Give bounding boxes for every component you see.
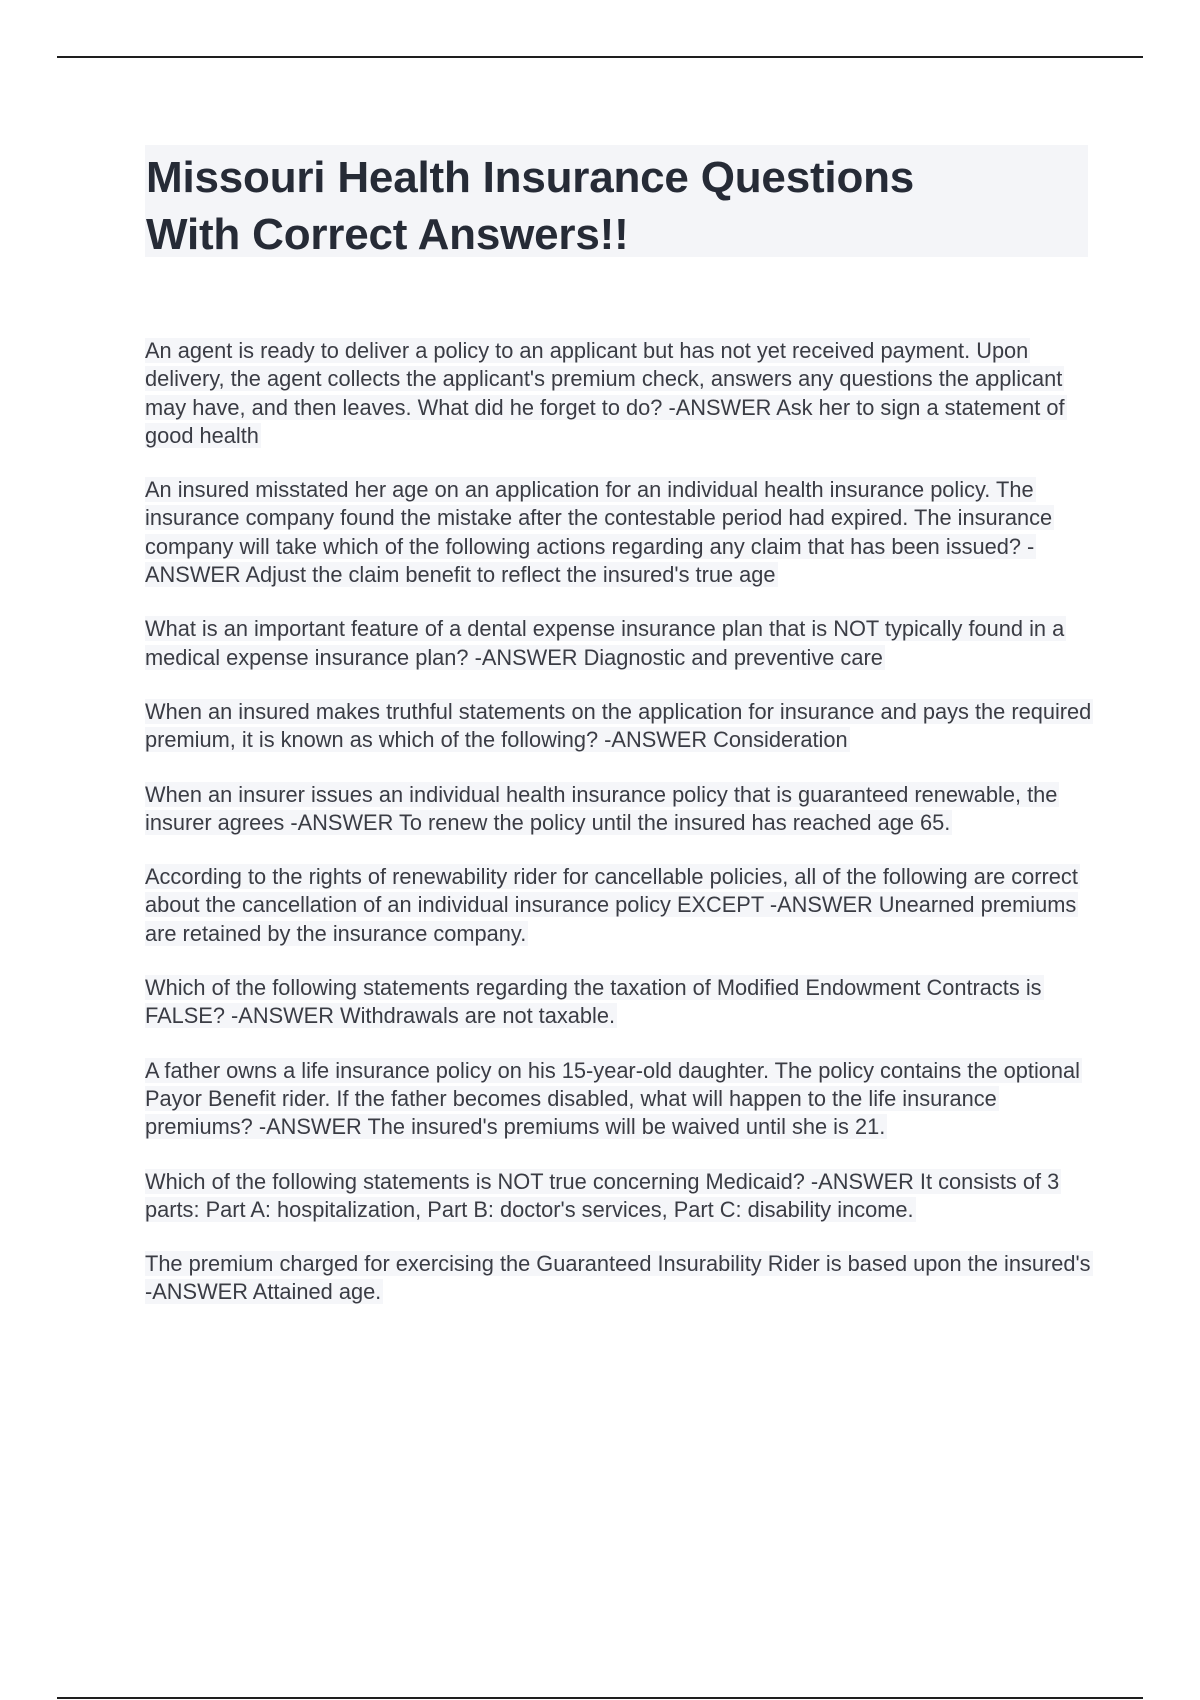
qa-text: An agent is ready to deliver a policy to an applicant but has not yet received payment. Upon delivery, the agent collects the applicant's premium check, answers any questions the applicant may have, and then leaves. What did he forget to do? -ANSWER Ask her to sign a statement of good health <box>145 338 1065 448</box>
qa-text: The premium charged for exercising the Guaranteed Insurability Rider is based upon the insured's -ANSWER Attained age. <box>145 1251 1091 1305</box>
qa-item <box>145 1057 1095 1142</box>
qa-item <box>145 781 1095 838</box>
qa-text: When an insured makes truthful statements on the application for insurance and pays the required premium, it is known as which of the following? -ANSWER Consideration <box>145 698 1092 753</box>
qa-list <box>145 337 1095 1333</box>
qa-text: Which of the following statements regarding the taxation of Modified Endowment Contracts is FALSE? -ANSWER Withdrawals are not taxable. <box>145 975 1042 1029</box>
qa-text: What is an important feature of a dental expense insurance plan that is NOT typically found in a medical expense insurance plan? -ANSWER Diagnostic and preventive care <box>145 616 1065 670</box>
title-line-1: Missouri Health Insurance Questions <box>146 153 915 202</box>
qa-text: When an insurer issues an individual health insurance policy that is guaranteed renewable, the insurer agrees -ANSWER To renew the policy until the insured has reached age 65. <box>145 781 1058 835</box>
qa-item <box>145 337 1095 450</box>
qa-item <box>145 476 1095 589</box>
qa-item <box>145 863 1095 948</box>
qa-item <box>145 1250 1095 1307</box>
bottom-rule <box>57 1697 1143 1699</box>
qa-text: Which of the following statements is NOT true concerning Medicaid? -ANSWER It consists of 3 parts: Part A: hospitalization, Part B: doctor's services, Part C: disability income. <box>145 1168 1060 1222</box>
title-block <box>145 145 1088 257</box>
title-line-2: With Correct Answers!! <box>146 210 629 259</box>
page-title <box>145 145 1088 263</box>
top-rule <box>57 56 1143 58</box>
qa-item <box>145 974 1095 1031</box>
qa-text: According to the rights of renewability rider for cancellable policies, all of the following are correct about the cancellation of an individual insurance policy EXCEPT -ANSWER Unearned premiums are retained by the insurance company. <box>145 864 1078 946</box>
qa-text: A father owns a life insurance policy on his 15-year-old daughter. The policy contains the optional Payor Benefit rider. If the father becomes disabled, what will happen to the life insurance premiums? -ANSWER The insured's premiums will be waived until she is 21. <box>145 1057 1081 1140</box>
qa-item <box>145 1168 1095 1225</box>
qa-text: An insured misstated her age on an application for an individual health insurance policy. The insurance company found the mistake after the contestable period had expired. The insurance company will take which of the following actions regarding any claim that has been issued? -ANSWER Adjust the claim benefit to reflect the insured's true age <box>145 477 1053 588</box>
qa-item <box>145 698 1095 755</box>
qa-item <box>145 615 1095 672</box>
